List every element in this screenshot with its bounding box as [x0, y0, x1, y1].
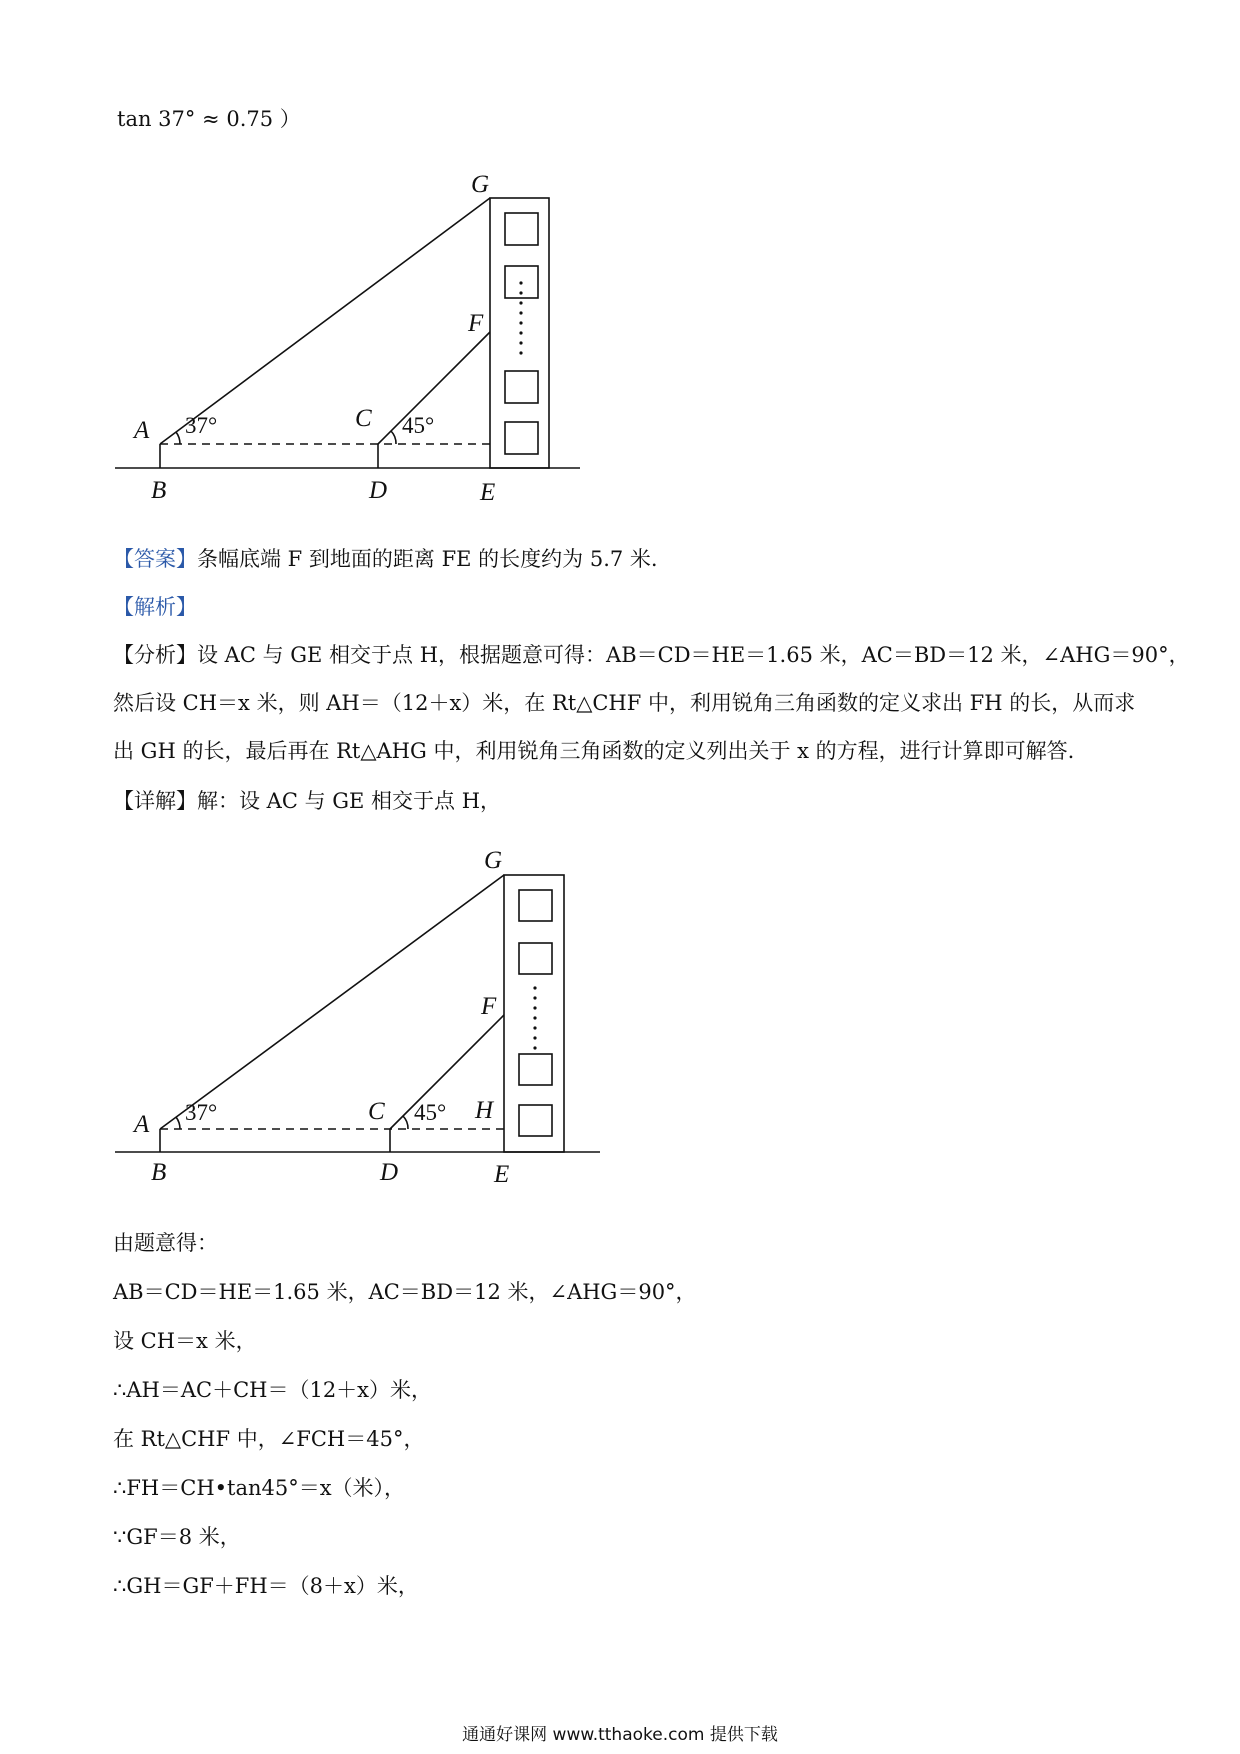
angle-label-a-2: 37° [185, 1100, 218, 1125]
label-f: F [468, 310, 484, 337]
label-h-2: H [475, 1097, 494, 1124]
label-d: D [369, 477, 388, 504]
step-line-3: 设 CH＝x 米， [113, 1329, 257, 1353]
angle-label-a: 37° [185, 413, 218, 438]
step-line-7: ∵GF＝8 米， [113, 1525, 241, 1549]
analysis-tag: 【解析】 [113, 595, 197, 619]
label-e-2: E [494, 1161, 510, 1188]
detail-line [113, 787, 501, 815]
angle-label-c-2: 45° [414, 1100, 447, 1125]
answer-text: 条幅底端 F 到地面的距离 FE 的长度约为 5.7 米. [197, 547, 658, 571]
angle-arc-c [391, 431, 396, 444]
fenxi-text-1: 设 AC 与 GE 相交于点 H，根据题意可得：AB＝CD＝HE＝1.65 米，AC＝BD＝12 米，∠AHG＝90°， [197, 643, 1190, 667]
figure-2-diagram [110, 840, 610, 1190]
label-b: B [151, 477, 167, 504]
step-line-5: 在 Rt△CHF 中，∠FCH＝45°， [113, 1427, 425, 1451]
angle-arc-a-2 [176, 1117, 180, 1129]
xiangjie-tag: 【详解】 [113, 789, 197, 813]
answer-line [113, 545, 658, 573]
figure-1-diagram [110, 168, 600, 508]
tan-note-line: tan 37° ≈ 0.75 ） [117, 107, 301, 131]
window-4 [505, 422, 538, 454]
step-line-4: ∴AH＝AC＋CH＝（12＋x）米， [113, 1378, 433, 1402]
step-line-2: AB＝CD＝HE＝1.65 米，AC＝BD＝12 米，∠AHG＝90°， [113, 1280, 697, 1304]
step-line-8: ∴GH＝GF＋FH＝（8＋x）米， [113, 1574, 419, 1598]
label-g-2: G [484, 847, 503, 874]
label-a-2: A [134, 1111, 150, 1138]
window-2-1 [519, 890, 552, 921]
window-2-2 [519, 943, 552, 974]
page-footer: 通通好课网 www.tthaoke.com 提供下载 [462, 1725, 778, 1745]
label-c: C [355, 405, 372, 432]
window-2-4 [519, 1105, 552, 1136]
label-c-2: C [368, 1098, 385, 1125]
building-2 [504, 875, 564, 1152]
angle-arc-a [176, 432, 180, 444]
analysis-line-1 [113, 641, 1190, 669]
step-line-1: 由题意得： [113, 1231, 218, 1255]
label-g: G [471, 171, 490, 198]
line-ag-2 [160, 875, 504, 1129]
angle-arc-c-2 [403, 1116, 408, 1129]
label-a: A [134, 417, 150, 444]
window-1 [505, 213, 538, 245]
label-f-2: F [481, 993, 497, 1020]
fenxi-tag: 【分析】 [113, 643, 197, 667]
label-b-2: B [151, 1159, 167, 1186]
answer-tag: 【答案】 [113, 547, 197, 571]
label-d-2: D [380, 1159, 399, 1186]
window-2-3 [519, 1054, 552, 1085]
xiangjie-text: 解：设 AC 与 GE 相交于点 H， [197, 789, 502, 813]
analysis-line-2: 然后设 CH＝x 米，则 AH＝（12＋x）米，在 Rt△CHF 中，利用锐角三角函数的定义求出 FH 的长，从而求 [113, 691, 1136, 715]
window-3 [505, 371, 538, 403]
step-line-6: ∴FH＝CH•tan45°＝x（米）， [113, 1476, 406, 1500]
analysis-line-3: 出 GH 的长，最后再在 Rt△AHG 中，利用锐角三角函数的定义列出关于 x 的方程，进行计算即可解答. [113, 739, 1075, 763]
line-ag [160, 198, 490, 444]
angle-label-c: 45° [402, 413, 435, 438]
label-e: E [480, 479, 496, 506]
